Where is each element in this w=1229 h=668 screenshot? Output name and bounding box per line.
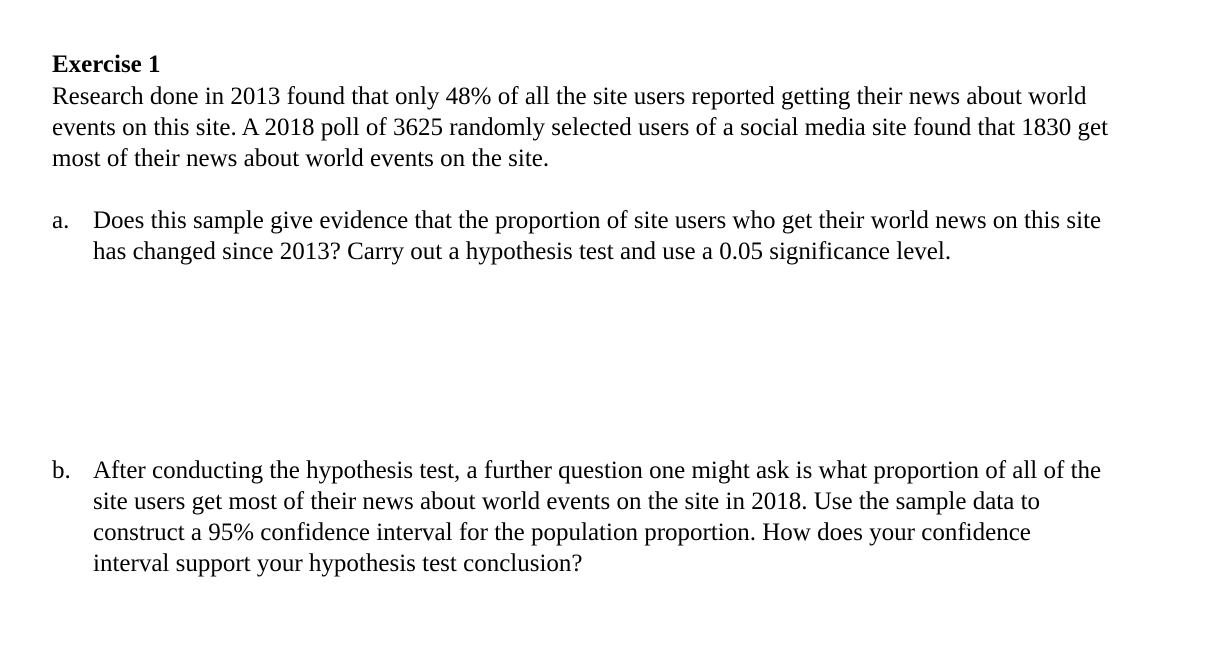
- exercise-title: Exercise 1: [52, 51, 161, 78]
- exercise-intro: Research done in 2013 found that only 48% of all the site users reported getting their news about world events on this site. A 2018 poll of 3625 randomly selected users of a social media site found that 1830 get most of their news about world events on the site.: [52, 83, 1109, 172]
- question-b-marker: b.: [52, 457, 71, 484]
- document-page: [52, 50, 1212, 577]
- question-b-text: After conducting the hypothesis test, a further question one might ask is what proportion of all of the site users get most of their news about world events on the site in 2018. Use the sample data to construct a 95% confidence interval for the population proportion. How does your confidence interval support your hypothesis test conclusion?: [93, 457, 1102, 577]
- question-a-marker: a.: [52, 207, 70, 234]
- question-a: [52, 205, 1132, 267]
- question-b: [52, 455, 1132, 579]
- question-a-text: Does this sample give evidence that the proportion of site users who get their world news on this site has changed since 2013? Carry out a hypothesis test and use a 0.05 significance level.: [93, 207, 1102, 265]
